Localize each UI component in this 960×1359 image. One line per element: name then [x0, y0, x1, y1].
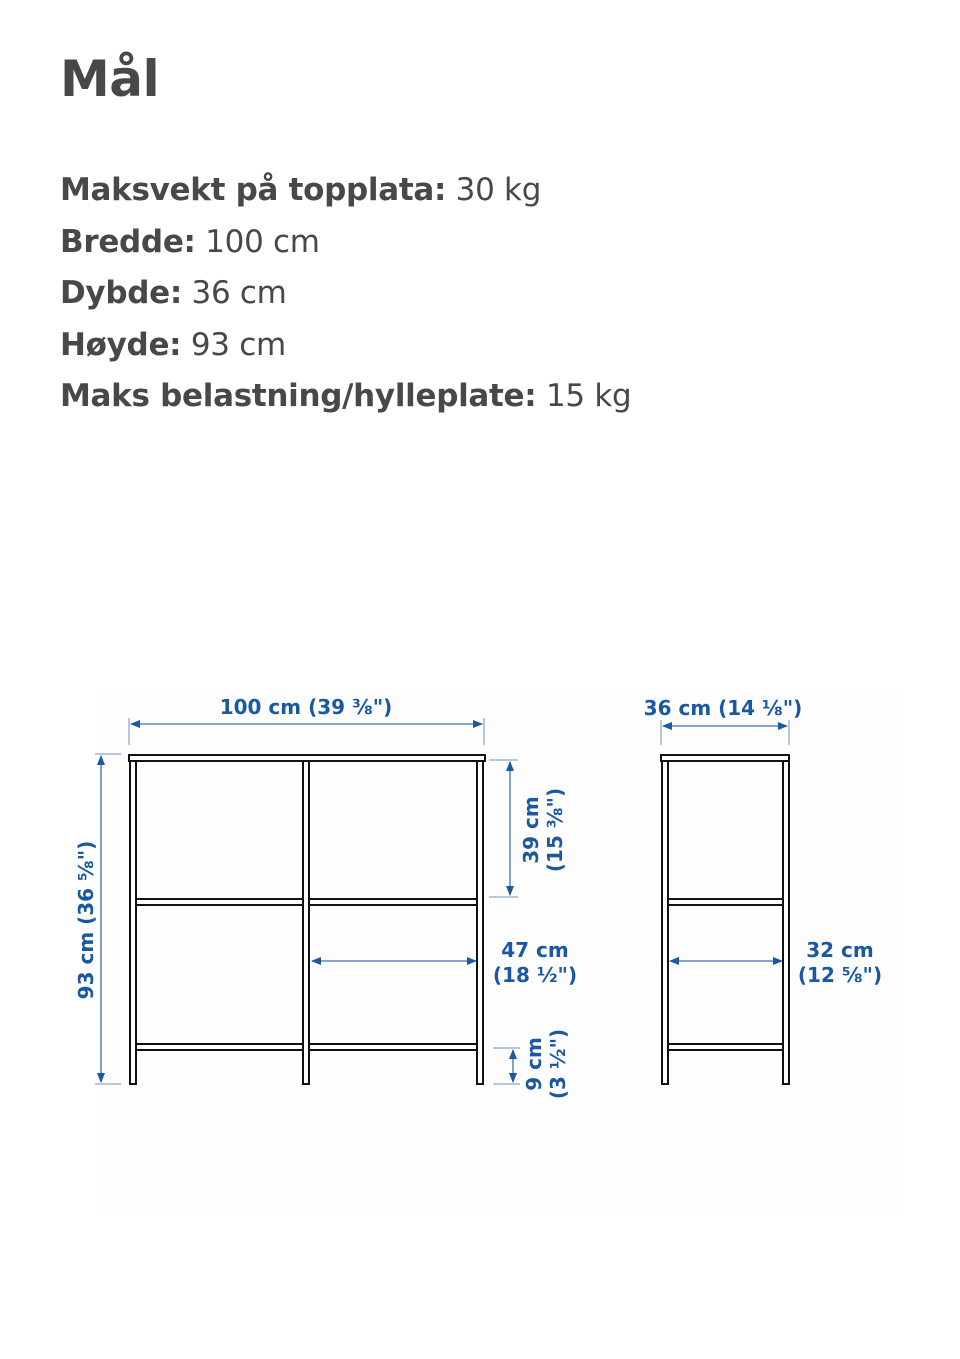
page-title: Mål	[60, 50, 160, 108]
top-compartment-height-dimension	[489, 760, 567, 897]
front-width-label: 100 cm (39 ⅜")	[219, 695, 393, 719]
inner-width-in: (18 ½")	[492, 963, 578, 987]
inner-width-cm: 47 cm	[501, 938, 569, 962]
front-height-label: 93 cm (36 ⅝")	[74, 840, 98, 1000]
spec-value: 30 kg	[455, 172, 542, 208]
floor-clearance-in: (3 ½")	[546, 1028, 570, 1100]
front-view-shelf	[129, 755, 485, 1084]
inner-width-dimension	[312, 938, 577, 987]
spec-label: Dybde:	[60, 275, 182, 311]
front-height-dimension	[74, 754, 121, 1084]
top-compartment-height-cm: 39 cm	[519, 796, 543, 864]
spec-label: Maks belastning/hylleplate:	[60, 378, 537, 414]
spec-value: 100 cm	[205, 223, 320, 260]
floor-clearance-cm: 9 cm	[522, 1037, 546, 1091]
inner-depth-dimension	[670, 938, 882, 987]
spec-value: 93 cm	[190, 326, 286, 363]
top-compartment-height-in: (15 ⅜")	[543, 787, 567, 873]
inner-depth-cm: 32 cm	[806, 938, 874, 962]
front-width-dimension	[129, 695, 484, 745]
spec-label: Maksvekt på topplata:	[60, 172, 447, 208]
spec-label: Bredde:	[60, 223, 196, 260]
spec-value: 36 cm	[191, 275, 287, 311]
floor-clearance-dimension	[493, 1029, 570, 1099]
spec-label: Høyde:	[60, 326, 182, 363]
spec-value: 15 kg	[545, 378, 632, 414]
inner-depth-in: (12 ⅝")	[797, 963, 883, 987]
side-view-shelf	[661, 755, 789, 1084]
side-depth-label: 36 cm (14 ⅛")	[643, 696, 803, 720]
side-depth-dimension	[644, 696, 803, 745]
